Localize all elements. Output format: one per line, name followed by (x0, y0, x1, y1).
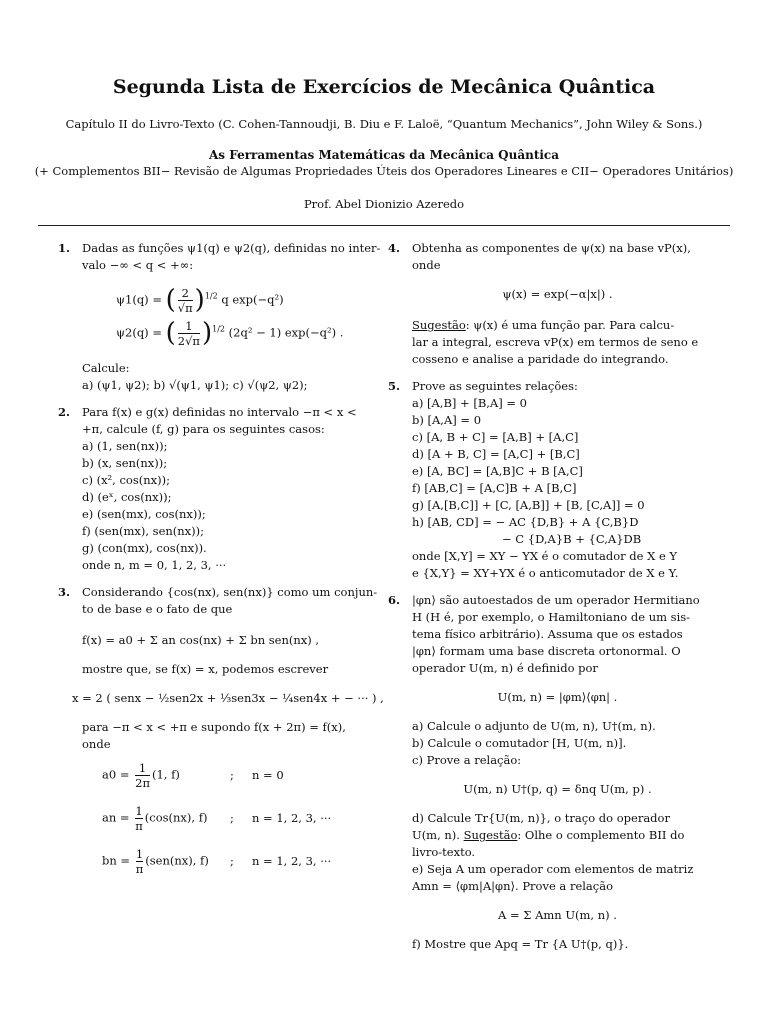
case-item: b) (x, sen(nx)); (82, 456, 168, 470)
exercise-text: +π, calcule (f, g) para os seguintes casos: (82, 422, 325, 436)
header-divider (38, 225, 730, 226)
exercise-text: |φn⟩ são autoestados de um operador Hermitiano (412, 593, 700, 607)
exercise-3 (58, 584, 384, 876)
case-item: a) (1, sen(nx)); (82, 439, 168, 453)
exercise-number: 6. (388, 593, 401, 607)
part-item: Amn = ⟨φm|A|φn⟩. Prove a relação (412, 879, 614, 893)
exercise-2 (58, 404, 376, 574)
relation-note: e {X,Y} = XY+YX é o anticomutador de X e Y. (412, 566, 679, 580)
exercise-text: to de base e o fato de que (82, 602, 233, 616)
exercise-text: Obtenha as componentes de ψ(x) na base vP(x), (412, 241, 691, 255)
exercise-number: 2. (58, 405, 71, 419)
exercise-number: 1. (58, 241, 71, 255)
coefficient-cond: n = 1, 2, 3, ··· (252, 811, 332, 825)
equation-psi2: ψ2(q) = ( $\frac{1}{2√\pi}$ )$^{1/2}$ (2q² − 1) exp(−q²) . (116, 318, 344, 348)
coefficient-cond: n = 0 (252, 768, 284, 782)
exercise-4 (388, 240, 703, 368)
exercise-text: Dadas as funções ψ1(q) e ψ2(q), definidas no inter- (82, 241, 381, 255)
coefficients-table: a0 = $\frac{1}{2\pi}$ (1, f) ; n = 0 an = $\frac{1}{\pi}$ (cos(nx), f) ; n = 1, 2, 3, ··· bn = $\frac{1}{\pi}$ (sen(nx), f) ; n = 1, 2, 3, ··· (102, 761, 376, 876)
section-subtitle: (+ Complementos BII− Revisão de Algumas Propriedades Úteis dos Operadores Lineares e CII− Operadores Unitários) (34, 164, 734, 178)
relation-note: onde [X,Y] = XY − YX é o comutador de X e Y (412, 549, 678, 563)
case-item: d) (eˣ, cos(nx)); (82, 490, 172, 504)
exercise-text: onde (412, 258, 441, 272)
case-item: e) (sen(mx), cos(nx)); (82, 507, 206, 521)
exercise-text: cosseno e analise a paridade do integrando. (412, 352, 669, 366)
relation-item: b) [A,A] = 0 (412, 413, 482, 427)
case-item: c) (x², cos(nx)); (82, 473, 170, 487)
relation-item: c) [A, B + C] = [A,B] + [A,C] (412, 430, 579, 444)
part-item: livro-texto. (412, 845, 476, 859)
expansion-equation: x = 2 ( senx − ½sen2x + ⅓sen3x − ¼sen4x + − ··· ) , (72, 691, 384, 705)
series-equation: f(x) = a0 + Σ an cos(nx) + Σ bn sen(nx) , (82, 633, 320, 647)
relation-item: h) [AB, CD] = − AC {D,B} + A {C,B}D (412, 515, 639, 529)
exercise-text: Calcule: (82, 361, 130, 375)
author: Prof. Abel Dionizio Azeredo (303, 197, 465, 211)
exercise-number: 3. (58, 585, 71, 599)
document-title: Segunda Lista de Exercícios de Mecânica Quântica (112, 76, 656, 98)
exercise-text: Para f(x) e g(x) definidas no intervalo −π < x < (82, 405, 357, 419)
part-item: e) Seja A um operador com elementos de matriz (412, 862, 694, 876)
part-item: a) Calcule o adjunto de U(m, n), U†(m, n). (412, 719, 656, 733)
equation-psi: ψ(x) = exp(−α|x|) . (502, 287, 613, 301)
coefficient-cond: n = 1, 2, 3, ··· (252, 854, 332, 868)
exercise-text: Prove as seguintes relações: (412, 379, 578, 393)
case-item: g) (con(mx), cos(nx)). (82, 541, 207, 555)
relation-item: g) [A,[B,C]] + [C, [A,B]] + [B, [C,A]] = 0 (412, 498, 645, 512)
part-item: d) Calcule Tr{U(m, n)}, o traço do operador (412, 811, 670, 825)
relation-item: a) [A,B] + [B,A] = 0 (412, 396, 527, 410)
equation-rhs: q exp(−q²) (221, 292, 284, 307)
right-column (388, 240, 703, 963)
equation-psi1: ψ1(q) = ( $\frac{2}{√\pi}$ )$^{1/2}$ q exp(−q²) (116, 285, 284, 315)
equation-lhs: ψ1(q) = (116, 292, 162, 307)
left-column (58, 240, 384, 886)
exercise-text: |φn⟩ formam uma base discreta ortonormal. O (412, 644, 681, 658)
relation-item: f) [AB,C] = [A,C]B + A [B,C] (412, 481, 577, 495)
coefficient-def: bn = $\frac{1}{\pi}$ (sen(nx), f) (102, 847, 209, 876)
part-item: c) Prove a relação: (412, 753, 522, 767)
exercise-5 (388, 378, 703, 582)
exercise-text: para −π < x < +π e supondo f(x + 2π) = f(x), (82, 720, 346, 734)
section-title: As Ferramentas Matemáticas da Mecânica Quântica (208, 148, 560, 162)
equation-rhs: (2q² − 1) exp(−q²) . (228, 325, 344, 340)
exercise-text: onde (82, 737, 111, 751)
suggestion-label: Sugestão (463, 828, 518, 842)
exercise-text: operador U(m, n) é definido por (412, 661, 598, 675)
document-subtitle: Capítulo II do Livro-Texto (C. Cohen-Tannoudji, B. Diu e F. Laloë, “Quantum Mechanics”, John Wiley & Sons.) (65, 117, 703, 131)
case-item: f) (sen(mx), sen(nx)); (82, 524, 205, 538)
part-item: b) Calcule o comutador [H, U(m, n)]. (412, 736, 627, 750)
relation-equation: A = Σ Amn U(m, n) . (498, 908, 617, 922)
exercise-text: valo −∞ < q < +∞: (82, 258, 194, 272)
exercise-text: lar a integral, escreva vP(x) em termos de seno e (412, 335, 699, 349)
exercise-text: mostre que, se f(x) = x, podemos escrever (82, 662, 329, 676)
exercise-text: onde n, m = 0, 1, 2, 3, ··· (82, 558, 227, 572)
relation-item: − C {D,A}B + {C,A}DB (502, 532, 642, 546)
exercise-text: Considerando {cos(nx), sen(nx)} como um conjun- (82, 585, 378, 599)
relation-item: e) [A, BC] = [A,B]C + B [A,C] (412, 464, 583, 478)
exercise-number: 4. (388, 241, 401, 255)
coefficient-def: an = $\frac{1}{\pi}$ (cos(nx), f) (102, 804, 208, 833)
relation-item: d) [A + B, C] = [A,C] + [B,C] (412, 447, 580, 461)
exercise-number: 5. (388, 379, 401, 393)
suggestion-label: Sugestão (412, 318, 466, 332)
part-item: U(m, n). Sugestão: Olhe o complemento BII do (412, 828, 685, 842)
part-item: f) Mostre que Apq = Tr {A U†(p, q)}. (412, 937, 629, 951)
exercise-parts: a) (ψ1, ψ2); b) √(ψ1, ψ1); c) √(ψ2, ψ2); (82, 378, 308, 392)
exercise-text: tema físico arbitrário). Assuma que os estados (412, 627, 683, 641)
exercise-text: Sugestão: ψ(x) é uma função par. Para calcu- (412, 318, 675, 332)
exercise-6 (388, 592, 703, 953)
exercise-text: H (H é, por exemplo, o Hamiltoniano de um sis- (412, 610, 691, 624)
equation-lhs: ψ2(q) = (116, 325, 162, 340)
relation-equation: U(m, n) U†(p, q) = δnq U(m, p) . (463, 782, 652, 796)
coefficient-def: a0 = $\frac{1}{2\pi}$ (1, f) (102, 761, 180, 790)
exercise-1 (58, 240, 381, 394)
definition-equation: U(m, n) = |φm⟩⟨φn| . (497, 690, 618, 704)
